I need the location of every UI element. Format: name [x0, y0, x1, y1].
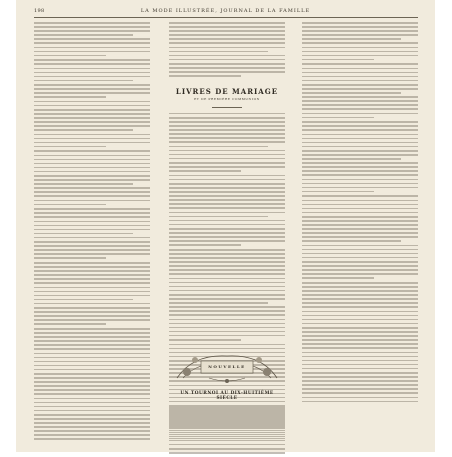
text-block [302, 282, 418, 402]
text-block [34, 101, 150, 148]
text-block [169, 113, 285, 172]
nouvelle-vignette [173, 348, 281, 386]
text-block [34, 150, 150, 205]
divider [212, 107, 242, 108]
column-right [302, 22, 418, 442]
section-subtitle: ET DE PREMIÈRE COMMUNION [194, 96, 260, 101]
text-block [302, 63, 418, 118]
section-title: LIVRES DE MARIAGE [175, 86, 279, 96]
text-block [34, 328, 150, 442]
column-left [34, 22, 150, 442]
running-title: LA MODE ILLUSTRÉE, JOURNAL DE LA FAMILLE [140, 8, 311, 14]
header-rule [34, 17, 418, 18]
text-block [169, 407, 285, 454]
text-block [169, 175, 285, 246]
text-block [34, 208, 150, 259]
text-block [34, 59, 150, 97]
story-title: UN TOURNOI AU DIX-HUITIÈME SIÈCLE [180, 391, 274, 401]
text-block [302, 22, 418, 60]
page-number: 198 [34, 8, 45, 14]
story-header [169, 340, 285, 457]
text-block [169, 22, 285, 77]
text-block [302, 121, 418, 192]
text-block [34, 262, 150, 325]
text-block [302, 195, 418, 278]
text-block [34, 22, 150, 56]
text-block [169, 249, 285, 341]
newspaper-page [16, 0, 435, 452]
vignette-label: NOUVELLE [208, 364, 246, 369]
